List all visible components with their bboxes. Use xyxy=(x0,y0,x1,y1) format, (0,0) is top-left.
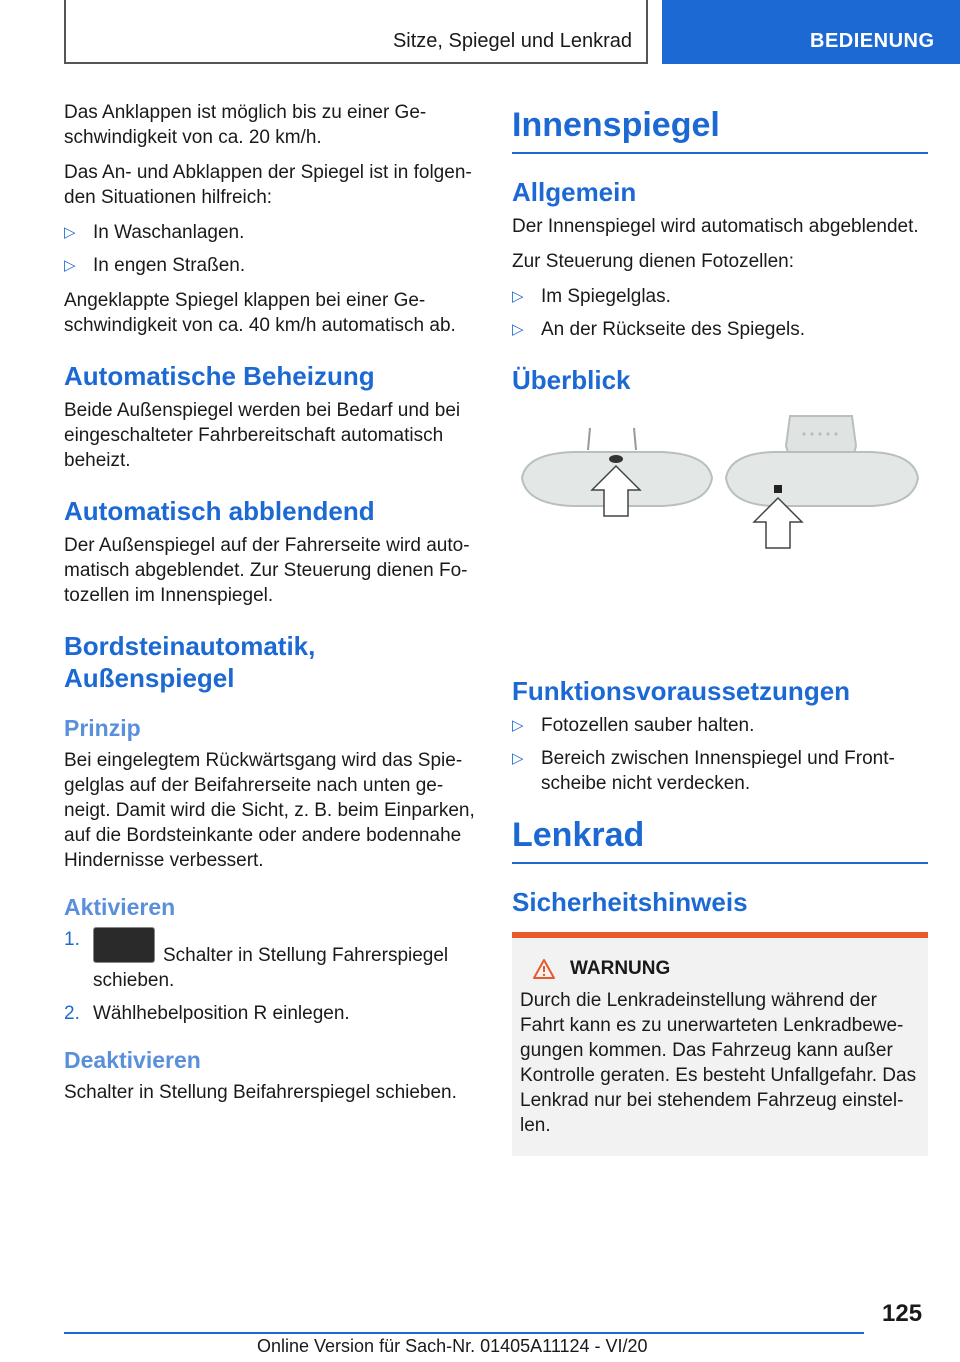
paragraph: Der Außenspiegel auf der Fahrerseite wird auto-matisch abgeblendet. Zur Steuerung dienen Fo-tozellen im Innenspiegel. xyxy=(64,535,470,606)
heading-activate: Aktivieren xyxy=(64,894,176,920)
heading-general: Allgemein xyxy=(512,177,637,207)
chapter-tab-label: BEDIENUNG xyxy=(810,30,935,52)
warning-triangle-icon xyxy=(532,958,556,980)
bullet-list xyxy=(512,284,928,342)
list-item: ▷ In engen Straßen. xyxy=(64,255,246,276)
list-item: ▷ Im Spiegelglas. xyxy=(512,286,671,307)
triangle-bullet-icon: ▷ xyxy=(64,224,76,241)
list-item: ▷ Bereich zwischen Innenspiegel und Front-scheibe nicht verdecken. xyxy=(512,748,895,794)
triangle-bullet-icon: ▷ xyxy=(512,288,524,305)
heading-requirements: Funktionsvoraussetzungen xyxy=(512,676,851,706)
warning-text: Durch die Lenkradeinstellung während der Fahrt kann es zu unerwarteten Lenkradbewe-gungen kommen. Das Fahrzeug kann außer Kontrolle geraten. Es besteht Unfallgefahr. Das Lenkrad nur bei stehendem Fahrzeug einstel-len. xyxy=(520,990,917,1136)
page-number: 125 xyxy=(882,1300,923,1327)
heading-principle: Prinzip xyxy=(64,715,141,741)
chapter-tab xyxy=(662,0,960,64)
heading-interior-mirror: Innenspiegel xyxy=(512,104,928,154)
list-item: ▷ Fotozellen sauber halten. xyxy=(512,715,755,736)
list-item: ▷ In Waschanlagen. xyxy=(64,222,245,243)
paragraph: Zur Steuerung dienen Fotozellen: xyxy=(512,251,795,272)
heading-steering-wheel: Lenkrad xyxy=(512,814,928,864)
section-title: Sitze, Spiegel und Lenkrad xyxy=(392,30,632,52)
mirror-illustration xyxy=(512,412,928,622)
mirror-front-view xyxy=(522,428,712,516)
triangle-bullet-icon: ▷ xyxy=(512,717,524,734)
bullet-list xyxy=(512,713,928,796)
bullet-list xyxy=(64,220,478,278)
triangle-bullet-icon: ▷ xyxy=(512,750,524,767)
paragraph: Schalter in Stellung Beifahrerspiegel schieben. xyxy=(64,1082,457,1103)
heading-deactivate: Deaktivieren xyxy=(64,1047,201,1073)
paragraph: Bei eingelegtem Rückwärtsgang wird das Spie-gelglas auf der Beifahrerseite nach unten ge-neigt. Damit wird die Sicht, z. B. beim Einparken, auf die Bordsteinkante oder andere bodennahe Hindernisse verbessert. xyxy=(64,750,475,871)
mirror-switch-icon xyxy=(93,927,155,963)
warning-box xyxy=(512,932,928,1156)
triangle-bullet-icon: ▷ xyxy=(64,257,76,274)
warning-title: WARNUNG xyxy=(520,958,918,980)
right-column xyxy=(512,100,928,1156)
triangle-bullet-icon: ▷ xyxy=(512,321,524,338)
header-frame xyxy=(64,0,648,64)
step-item: 1. Schalter in Stellung Fahrerspiegel schieben. xyxy=(64,929,449,991)
list-item: ▷ An der Rückseite des Spiegels. xyxy=(512,319,806,340)
footer-text: Online Version für Sach-Nr. 01405A11124 - VI/20 xyxy=(257,1336,648,1356)
paragraph: Beide Außenspiegel werden bei Bedarf und bei eingeschalteter Fahrbereitschaft automatisch beheizt. xyxy=(64,400,461,471)
step-number: 2. xyxy=(64,1003,80,1024)
step-number: 1. xyxy=(64,929,80,950)
footer-divider xyxy=(64,1332,864,1334)
step-item: 2. Wählhebelposition R einlegen. xyxy=(64,1003,350,1024)
paragraph: Angeklappte Spiegel klappen bei einer Ge-schwindigkeit von ca. 40 km/h automatisch ab. xyxy=(64,290,456,336)
heading-heating: Automatische Beheizung xyxy=(64,361,375,391)
heading-overview: Überblick xyxy=(512,365,631,395)
paragraph: Das An- und Abklappen der Spiegel ist in folgen-den Situationen hilfreich: xyxy=(64,162,472,208)
paragraph: Das Anklappen ist möglich bis zu einer Ge-schwindigkeit von ca. 20 km/h. xyxy=(64,102,427,148)
heading-safety-note: Sicherheitshinweis xyxy=(512,887,748,917)
step-list xyxy=(64,927,478,1026)
heading-dimming: Automatisch abblendend xyxy=(64,496,375,526)
heading-curb-function: Bordsteinautomatik, Außenspiegel xyxy=(64,631,316,693)
paragraph: Der Innenspiegel wird automatisch abgeblendet. xyxy=(512,216,919,237)
left-column xyxy=(64,100,478,1115)
mirror-rear-view xyxy=(726,416,918,548)
